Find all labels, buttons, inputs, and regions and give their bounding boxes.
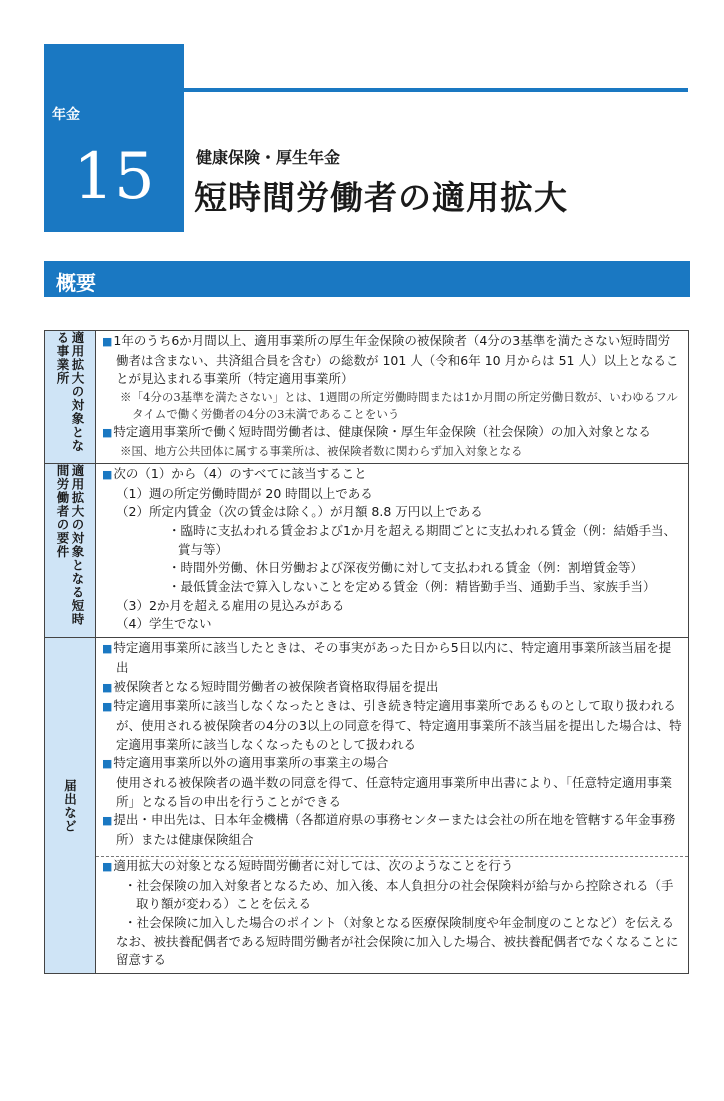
note-text: ※「4分の3基準を満たさない」とは、1週間の所定労働時間または1か月間の所定労働日数が、いわゆるフルタイムで働く労働者の4分の3未満であることをいう (120, 390, 678, 422)
list-item: ・最低賃金法で算入しないことを定める賃金（例：精皆勤手当、通勤手当、家族手当） (168, 579, 656, 595)
list-item: ・社会保険の加入対象者となるため、加入後、本人負担分の社会保険料が給与から控除される（手取り額が変わる）ことを伝える (124, 877, 674, 912)
row-heading-text: 届出など (62, 778, 78, 833)
list-item: ■ 適用拡大の対象となる短時間労働者に対しては、次のようなことを行う (102, 857, 682, 877)
chapter-category: 年金 (52, 107, 80, 123)
row-content (96, 464, 688, 637)
section-label: 概要 (56, 271, 96, 295)
list-item: ・時間外労働、休日労働および深夜労働に対して支払われる賃金（例：割増賃金等） (168, 560, 644, 576)
note-text: ※国、地方公共団体に属する事業所は、被保険者数に関わらず加入対象となる (120, 443, 523, 458)
advice-block (96, 856, 688, 970)
list-item: （4）学生でない (116, 616, 212, 632)
list-item: ■ 特定適用事業所以外の適用事業所の事業主の場合 (102, 754, 682, 774)
list-item: （3）2か月を超える雇用の見込みがある (116, 597, 345, 613)
chapter-number: 15 (73, 140, 155, 214)
list-item: 使用される被保険者の過半数の同意を得て、任意特定適用事業所申出書により、「任意特定適用事業所」となる旨の申出を行うことができる (116, 775, 673, 809)
page-title: 短時間労働者の適用拡大 (194, 178, 568, 217)
list-item: ■ 特定適用事業所に該当しなくなったときは、引き続き特定適用事業所であるものとして取り扱われるが、使用される被保険者の4分の3以上の同意を得て、特定適用事業所不該当届を提出した場合は、特定適用事業所に該当しなくなったものとして扱われる (102, 697, 682, 754)
list-item: （1）週の所定労働時間が 20 時間以上である (116, 485, 373, 501)
list-item: なお、被扶養配偶者である短時間労働者が社会保険に加入した場合、被扶養配偶者でなくなることに留意する (116, 933, 679, 968)
row-heading-text: 適用拡大の対象となる事業所 (55, 331, 85, 453)
list-item: ■ 次の（1）から（4）のすべてに該当すること (102, 465, 682, 485)
row-heading (45, 464, 96, 637)
list-item: ■ 被保険者となる短時間労働者の被保険者資格取得届を提出 (102, 678, 682, 698)
header-rule (184, 88, 688, 92)
list-item: （2）所定内賃金（次の賃金は除く。）が月額 8.8 万円以上である (116, 504, 483, 520)
list-item: ■ 特定適用事業所に該当したときは、その事実があった日から5日以内に、特定適用事業所該当届を提出 (102, 639, 682, 677)
table-row (45, 331, 688, 463)
section-bar (44, 261, 690, 297)
page-subtitle: 健康保険・厚生年金 (196, 148, 341, 167)
row-content (96, 331, 688, 463)
row-heading (45, 331, 96, 463)
list-item: ・臨時に支払われる賃金および1か月を超える期間ごとに支払われる賃金（例：結婚手当、賞与等） (168, 522, 676, 557)
overview-table (44, 330, 689, 974)
table-row (45, 637, 688, 973)
list-item: ■ 提出・申出先は、日本年金機構（各都道府県の事務センターまたは会社の所在地を管轄する年金事務所）または健康保険組合 (102, 811, 682, 849)
row-heading-text: 適用拡大の対象となる短時間労働者の要件 (55, 463, 85, 626)
list-item: ・社会保険に加入した場合のポイント（対象となる医療保険制度や年金制度のことなど）を伝える (124, 914, 675, 930)
list-item: ■ 1年のうち6か月間以上、適用事業所の厚生年金保険の被保険者（4分の3基準を満たさない短時間労働者は含まない、共済組合員を含む）の総数が 101 人（令和6年 10 月からは 51 人）以上となることが見込まれる事業所（特定適用事業所） (102, 332, 682, 389)
row-content (96, 638, 688, 973)
table-row (45, 463, 688, 637)
list-item: ■ 特定適用事業所で働く短時間労働者は、健康保険・厚生年金保険（社会保険）の加入対象となる (102, 423, 682, 443)
row-heading (45, 638, 96, 973)
